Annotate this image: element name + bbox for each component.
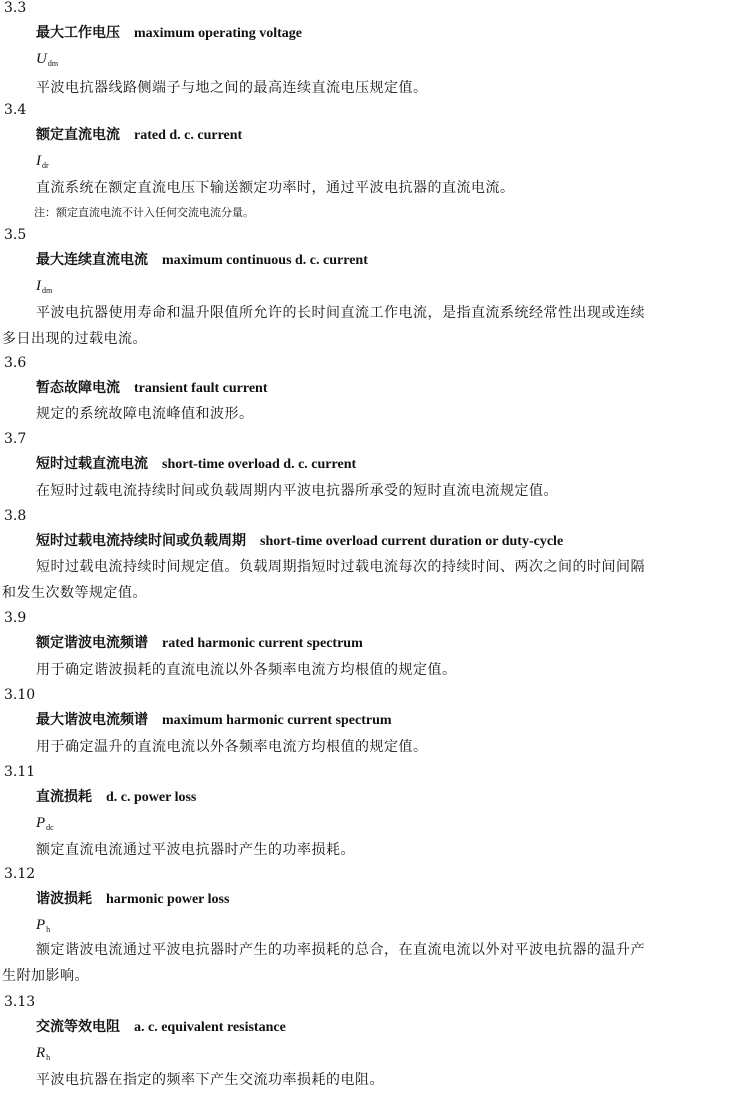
clause-number: 3.3 <box>4 0 27 16</box>
term-definition: 用于确定温升的直流电流以外各频率电流方均根值的规定值。 <box>36 739 428 755</box>
term-zh: 谐波损耗 <box>36 891 92 907</box>
term-symbol: $R_h$ <box>36 1045 51 1062</box>
term-en: harmonic power loss <box>106 892 230 907</box>
term-zh: 额定谐波电流频谱 <box>36 635 148 651</box>
term-en: transient fault current <box>134 381 268 396</box>
term-heading <box>36 379 268 398</box>
term-definition: 在短时过载电流持续时间或负载周期内平波电抗器所承受的短时直流电流规定值。 <box>36 483 558 499</box>
term-definition: 平波电抗器线路侧端子与地之间的最高连续直流电压规定值。 <box>36 80 428 96</box>
term-en: rated d. c. current <box>134 128 243 143</box>
term-heading <box>36 126 242 145</box>
clause-number: 3.4 <box>4 102 27 118</box>
term-zh: 短时过载电流持续时间或负载周期 <box>36 533 246 549</box>
term-en: short-time overload d. c. current <box>162 457 357 472</box>
term-symbol: $U_{dm}$ <box>36 51 59 68</box>
term-heading <box>36 24 302 43</box>
term-en: short-time overload current duration or duty-cycle <box>260 534 564 549</box>
term-definition: 短时过载电流持续时间规定值。负载周期指短时过载电流每次的持续时间、两次之间的时间间隔 和发生次数等规定值。 <box>2 559 645 601</box>
term-zh: 最大工作电压 <box>36 25 120 41</box>
term-en: maximum harmonic current spectrum <box>162 713 392 728</box>
term-heading <box>36 788 196 807</box>
clause-number: 3.13 <box>4 994 36 1010</box>
term-note: 注：额定直流电流不计入任何交流电流分量。 <box>34 206 254 219</box>
term-heading <box>36 890 229 909</box>
term-en: maximum continuous d. c. current <box>162 253 368 268</box>
term-definition: 用于确定谐波损耗的直流电流以外各频率电流方均根值的规定值。 <box>36 662 457 678</box>
term-definition: 额定直流电流通过平波电抗器时产生的功率损耗。 <box>36 842 355 858</box>
term-heading <box>36 455 356 474</box>
term-definition: 直流系统在额定直流电压下输送额定功率时，通过平波电抗器的直流电流。 <box>36 180 515 196</box>
term-symbol: $P_{dc}$ <box>36 815 54 832</box>
clause-number: 3.8 <box>4 508 27 524</box>
clause-number: 3.5 <box>4 227 27 243</box>
term-definition: 平波电抗器在指定的频率下产生交流功率损耗的电阻。 <box>36 1072 384 1088</box>
term-zh: 最大连续直流电流 <box>36 252 148 268</box>
term-heading <box>36 532 563 551</box>
term-symbol: $I_{dm}$ <box>36 278 53 295</box>
clause-number: 3.12 <box>4 866 36 882</box>
term-heading <box>36 251 368 270</box>
term-zh: 短时过载直流电流 <box>36 456 148 472</box>
term-zh: 直流损耗 <box>36 789 92 805</box>
term-zh: 最大谐波电流频谱 <box>36 712 148 728</box>
term-en: a. c. equivalent resistance <box>134 1020 286 1035</box>
term-definition: 规定的系统故障电流峰值和波形。 <box>36 406 254 422</box>
clause-number: 3.6 <box>4 355 27 371</box>
term-heading <box>36 634 363 653</box>
term-en: maximum operating voltage <box>134 26 302 41</box>
term-definition: 平波电抗器使用寿命和温升限值所允许的长时间直流工作电流，是指直流系统经常性出现或连续 多日出现的过载电流。 <box>2 305 645 347</box>
term-heading <box>36 711 392 730</box>
term-zh: 额定直流电流 <box>36 127 120 143</box>
term-zh: 暂态故障电流 <box>36 380 120 396</box>
term-symbol: $I_{dr}$ <box>36 153 49 170</box>
term-definition: 额定谐波电流通过平波电抗器时产生的功率损耗的总合，在直流电流以外对平波电抗器的温升产 生附加影响。 <box>2 942 645 984</box>
clause-number: 3.7 <box>4 431 27 447</box>
term-heading <box>36 1018 286 1037</box>
clause-number: 3.11 <box>4 764 36 780</box>
term-zh: 交流等效电阻 <box>36 1019 120 1035</box>
term-en: d. c. power loss <box>106 790 197 805</box>
term-symbol: $P_h$ <box>36 917 51 934</box>
clause-number: 3.9 <box>4 610 27 626</box>
clause-number: 3.10 <box>4 687 36 703</box>
term-en: rated harmonic current spectrum <box>162 636 363 651</box>
